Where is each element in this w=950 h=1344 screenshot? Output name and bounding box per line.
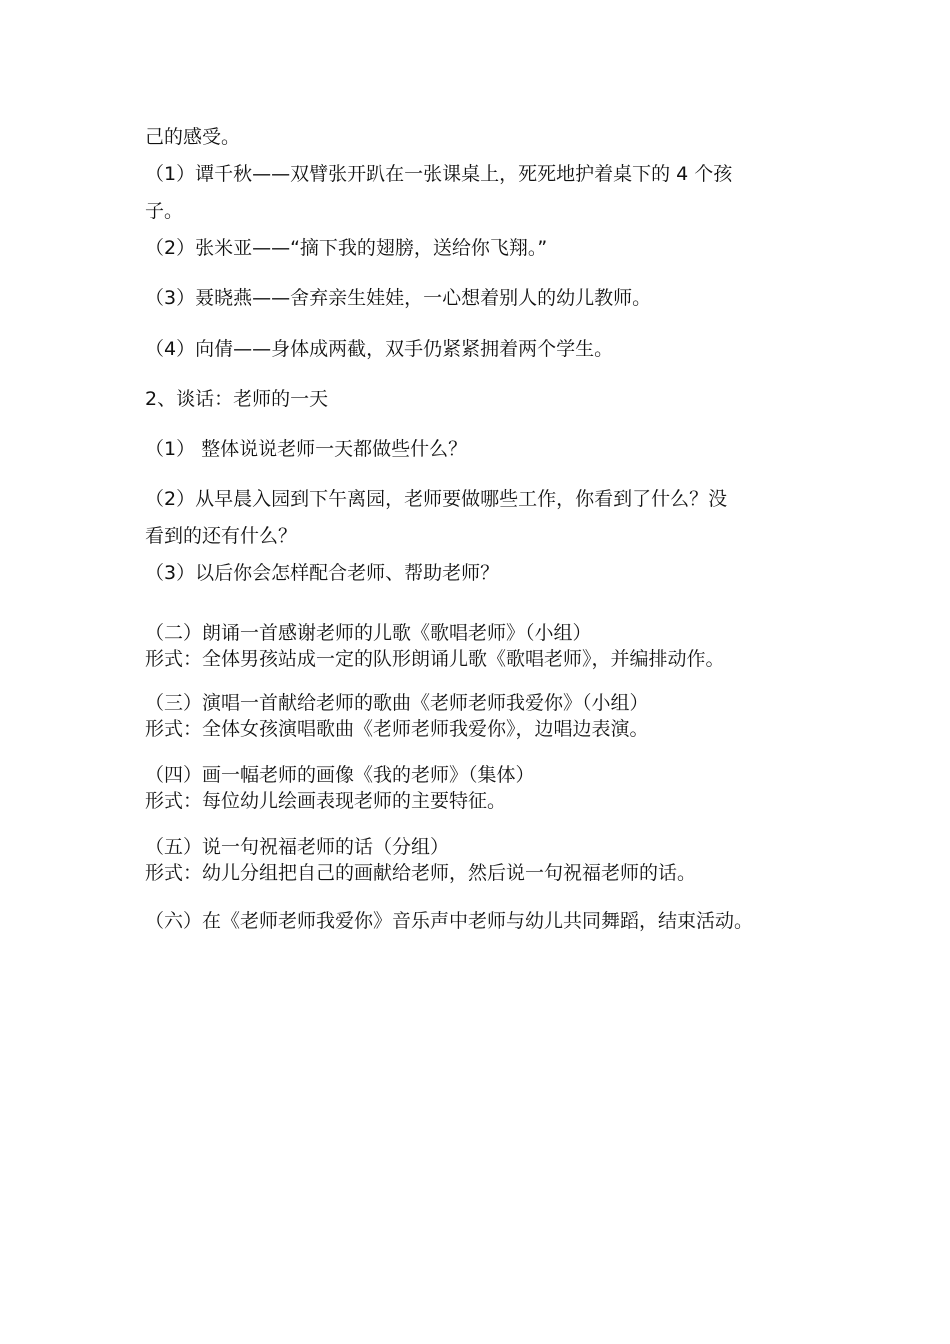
text-line-item-2: （2）张米亚——“摘下我的翅膀，送给你飞翔。” xyxy=(145,237,548,259)
text-line-continuation: 己的感受。 xyxy=(145,126,241,148)
text-line-talk-1: （1） 整体说说老师一天都做些什么？ xyxy=(145,438,468,460)
section-heading-recite: （二）朗诵一首感谢老师的儿歌《歌唱老师》（小组） xyxy=(145,622,592,644)
section-heading-blessing: （五）说一句祝福老师的话（分组） xyxy=(145,836,450,858)
section-heading-sing: （三）演唱一首献给老师的歌曲《老师老师我爱你》（小组） xyxy=(145,692,649,714)
text-line-item-3: （3）聂晓燕——舍弃亲生娃娃，一心想着别人的幼儿教师。 xyxy=(145,287,652,309)
form-line-draw: 形式：每位幼儿绘画表现老师的主要特征。 xyxy=(145,790,507,812)
form-line-sing: 形式：全体女孩演唱歌曲《老师老师我爱你》，边唱边表演。 xyxy=(145,718,649,740)
text-line-item-4: （4）向倩——身体成两截，双手仍紧紧拥着两个学生。 xyxy=(145,338,614,360)
section-heading-draw: （四）画一幅老师的画像《我的老师》（集体） xyxy=(145,764,535,786)
text-line-talk-2-cont: 看到的还有什么？ xyxy=(145,525,298,547)
section-heading-talk: 2、谈话：老师的一天 xyxy=(145,388,329,410)
section-heading-dance: （六）在《老师老师我爱你》音乐声中老师与幼儿共同舞蹈，结束活动。 xyxy=(145,910,754,932)
form-line-recite: 形式：全体男孩站成一定的队形朗诵儿歌《歌唱老师》，并编排动作。 xyxy=(145,648,725,670)
text-line-item-1-cont: 子。 xyxy=(145,200,184,222)
text-line-talk-3: （3）以后你会怎样配合老师、帮助老师？ xyxy=(145,562,500,584)
text-line-item-1: （1）谭千秋——双臂张开趴在一张课桌上，死死地护着桌下的 4 个孩 xyxy=(145,163,733,185)
form-line-blessing: 形式：幼儿分组把自己的画献给老师，然后说一句祝福老师的话。 xyxy=(145,862,697,884)
text-line-talk-2: （2）从早晨入园到下午离园，老师要做哪些工作，你看到了什么？没 xyxy=(145,488,728,510)
